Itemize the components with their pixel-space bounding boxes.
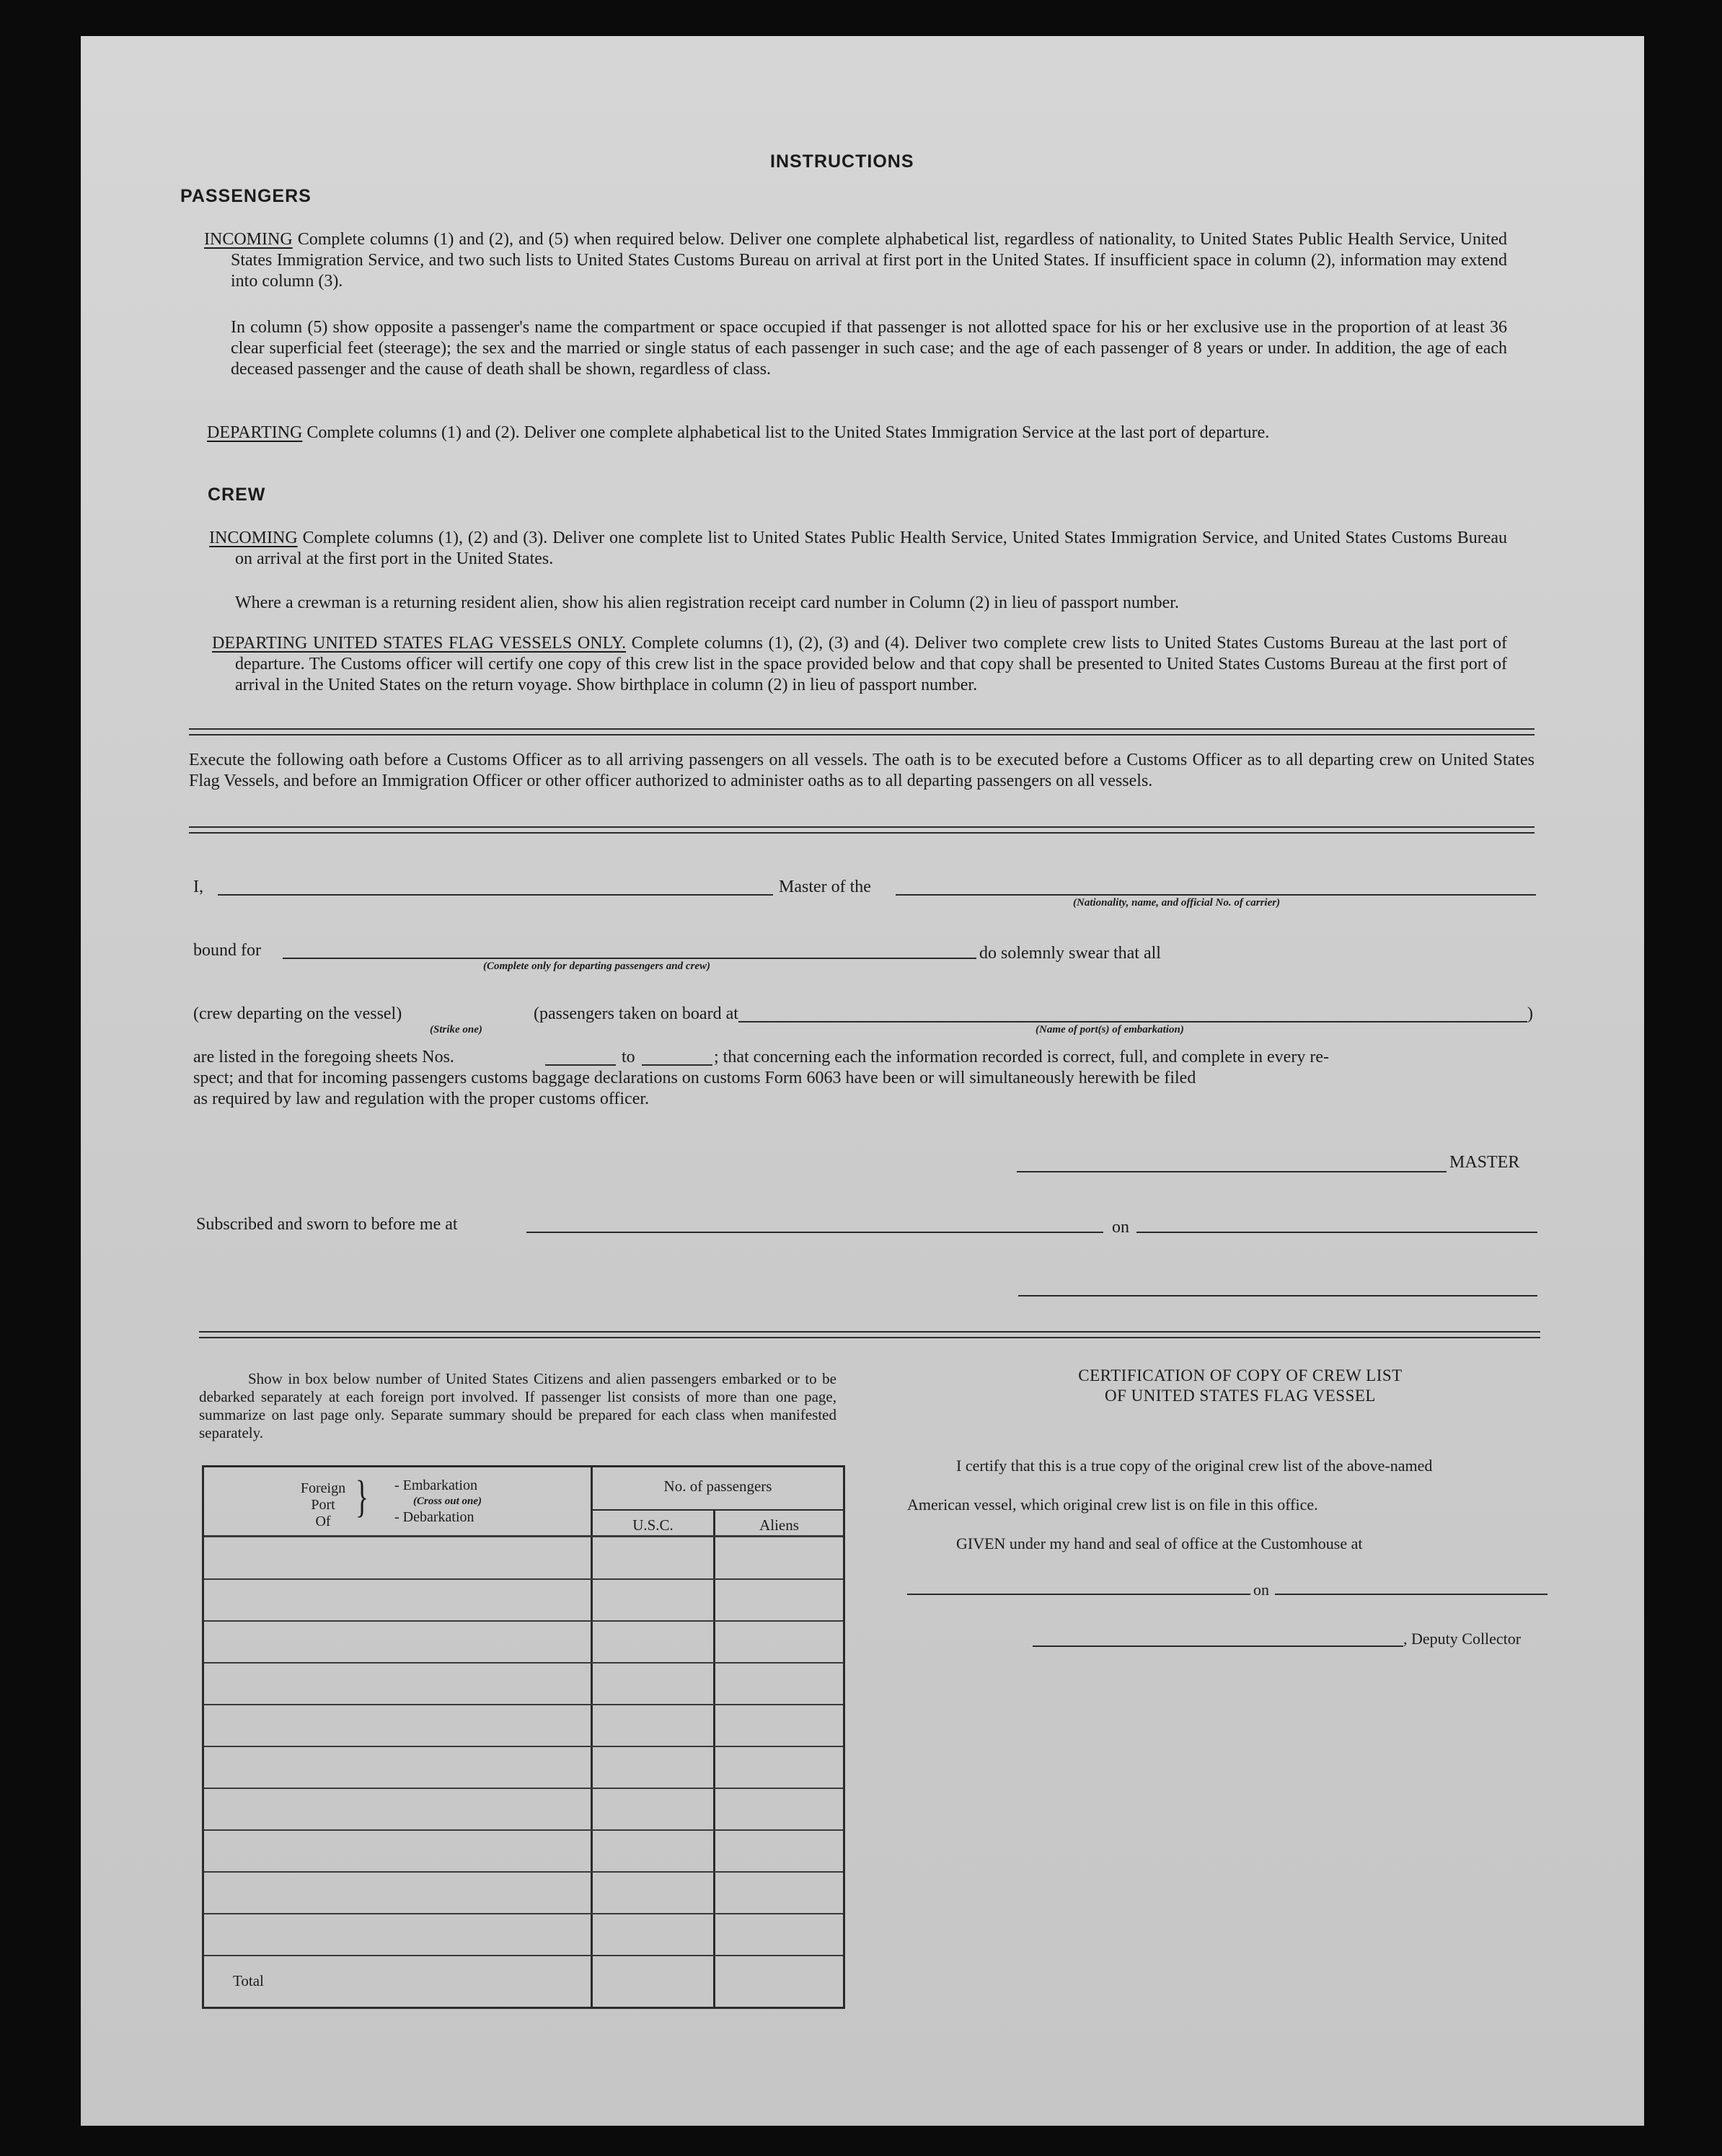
officer-signature-field[interactable] — [1018, 1295, 1537, 1296]
passenger-summary-table — [202, 1465, 845, 2009]
oath-statement-line-1: ; that concerning each the information recorded is correct, full, and complete in every re- — [714, 1048, 1329, 1066]
table-row[interactable] — [204, 1578, 843, 1580]
foreign-label: Foreign — [300, 1480, 346, 1496]
crew-departing-paragraph — [212, 633, 1508, 696]
summary-instructions: Show in box below number of United States Citizens and alien passengers embarked or to be debarked separately at each foreign port involved. If passenger list consists of more than one page, summarize on last page only. Separate summary should be prepared for each class when manifested separately. — [199, 1370, 836, 1441]
table-row[interactable] — [204, 1788, 843, 1789]
brace: } — [355, 1472, 368, 1521]
debarkation-label: - Debarkation — [394, 1509, 474, 1525]
master-signature-field[interactable] — [1017, 1171, 1447, 1172]
section-divider — [189, 826, 1535, 834]
passengers-heading: PASSENGERS — [180, 186, 312, 206]
crew-departing-option: (crew departing on the vessel) — [193, 1004, 402, 1023]
table-row[interactable] — [204, 1829, 843, 1831]
certify-text-line-2: American vessel, which original crew list is on file in this office. — [907, 1495, 1318, 1514]
do-solemnly-label: do solemnly swear that all — [979, 944, 1161, 963]
table-row[interactable] — [204, 1662, 843, 1664]
usc-header: U.S.C. — [632, 1516, 674, 1534]
master-of-the-label: Master of the — [779, 878, 871, 896]
passengers-departing-paragraph — [207, 423, 1507, 443]
crew-incoming-label: INCOMING — [209, 529, 298, 547]
sheet-from-field[interactable] — [545, 1064, 616, 1066]
oath-statement-line-3: as required by law and regulation with the proper customs officer. — [193, 1090, 650, 1108]
listed-sheets-label: are listed in the foregoing sheets Nos. — [193, 1048, 454, 1066]
table-row[interactable] — [204, 1746, 843, 1747]
of-label: Of — [315, 1514, 331, 1529]
aliens-header: Aliens — [759, 1516, 799, 1534]
given-text: GIVEN under my hand and seal of office at the Customhouse at — [956, 1534, 1363, 1552]
certification-title-line-2: OF UNITED STATES FLAG VESSEL — [1105, 1387, 1376, 1405]
header-bottom-rule — [204, 1535, 843, 1537]
column-divider — [713, 1511, 715, 2007]
passengers-departing-text: Complete columns (1) and (2). Deliver one complete alphabetical list to the United States Immigration Service at the last port of departure. — [306, 423, 1270, 442]
cross-out-caption: (Cross out one) — [413, 1495, 482, 1507]
certify-text-line-1: I certify that this is a true copy of the original crew list of the above-named — [956, 1457, 1433, 1475]
table-row[interactable] — [204, 1620, 843, 1622]
bound-for-label: bound for — [193, 941, 261, 960]
table-row[interactable] — [204, 1871, 843, 1873]
sheet-to-field[interactable] — [642, 1064, 712, 1066]
nationality-caption: (Nationality, name, and official No. of carrier) — [1073, 897, 1281, 909]
certification-date-field[interactable] — [1275, 1594, 1547, 1595]
table-row[interactable] — [204, 1913, 843, 1914]
crew-departing-label: DEPARTING UNITED STATES FLAG VESSELS ONLY. — [212, 634, 627, 653]
oath-statement-line-2: spect; and that for incoming passengers customs baggage declarations on customs Form 6063 have been or will simultaneously herewith be filed — [193, 1069, 1196, 1087]
sworn-on-label: on — [1112, 1218, 1129, 1237]
certification-title — [937, 1366, 1543, 1406]
table-row[interactable] — [204, 1955, 843, 1956]
bound-for-field[interactable] — [283, 958, 976, 959]
embarkation-port-field[interactable] — [738, 1021, 1527, 1022]
oath-i-label: I, — [193, 878, 203, 896]
deputy-collector-label: , Deputy Collector — [1403, 1630, 1522, 1648]
embark-debark-options — [394, 1477, 482, 1525]
port-caption: (Name of port(s) of embarkation) — [1036, 1024, 1184, 1035]
passengers-taken-option: (passengers taken on board at — [534, 1004, 738, 1023]
customhouse-field[interactable] — [907, 1594, 1250, 1595]
deputy-signature-field[interactable] — [1033, 1645, 1403, 1647]
port-label: Port — [311, 1497, 335, 1513]
passengers-departing-label: DEPARTING — [207, 423, 303, 442]
strike-one-caption: (Strike one) — [430, 1024, 482, 1035]
page-title: INSTRUCTIONS — [770, 151, 914, 172]
master-name-field[interactable] — [218, 894, 773, 896]
sworn-location-field[interactable] — [526, 1232, 1103, 1233]
embarkation-label: - Embarkation — [394, 1477, 477, 1493]
sworn-date-field[interactable] — [1136, 1232, 1537, 1233]
crew-heading: CREW — [208, 485, 266, 505]
oath-intro: Execute the following oath before a Customs Officer as to all arriving passengers on all vessels. The oath is to be executed before a Customs Officer as to all departing crew on United States Flag Vessels, and before an Immigration Officer or other officer authorized to administer oaths as to all departing passengers on all vessels. — [189, 751, 1535, 790]
passengers-incoming-paragraph — [204, 229, 1507, 292]
crew-departing-text: Complete columns (1), (2), (3) and (4). Deliver two complete crew lists to United States Customs Bureau at the last port of departure. The Customs officer will certify one copy of this crew list in the space provided below and that copy shall be presented to United States Customs Bureau at the first port of arrival in the United States on the return voyage. Show birthplace in column (2) in lieu of passport number. — [235, 634, 1508, 694]
carrier-field[interactable] — [896, 894, 1536, 896]
certification-on-label: on — [1253, 1581, 1269, 1599]
crew-resident-paragraph: Where a crewman is a returning resident alien, show his alien registration receipt card number in Column (2) in lieu of passport number. — [235, 593, 1179, 612]
master-signature-label: MASTER — [1449, 1153, 1520, 1172]
no-of-passengers-header: No. of passengers — [663, 1477, 772, 1495]
certification-title-line-1: CERTIFICATION OF COPY OF CREW LIST — [1078, 1366, 1403, 1384]
subscribed-label: Subscribed and sworn to before me at — [196, 1215, 458, 1234]
crew-incoming-paragraph — [209, 528, 1508, 570]
header-divider — [593, 1509, 843, 1511]
section-divider — [189, 728, 1535, 735]
total-label: Total — [233, 1972, 264, 1989]
column-divider — [591, 1467, 593, 2007]
close-paren: ) — [1527, 1004, 1533, 1023]
sheet-to-label: to — [622, 1048, 635, 1066]
table-row[interactable] — [204, 1704, 843, 1705]
passengers-incoming-label: INCOMING — [204, 230, 293, 249]
section-divider — [199, 1331, 1540, 1338]
passengers-incoming-text: Complete columns (1) and (2), and (5) when required below. Deliver one complete alphabetical list, regardless of nationality, to United States Public Health Service, United States Immigration Service, and two such lists to United States Customs Bureau on arrival at first port in the United States. If insufficient space in column (2), information may extend into column (3). — [231, 230, 1507, 291]
foreign-port-of-header — [291, 1480, 356, 1530]
passengers-column5-paragraph: In column (5) show opposite a passenger's name the compartment or space occupied if that passenger is not allotted space for his or her exclusive use in the proportion of at least 36 clear superficial feet (steerage); the sex and the married or single status of each passenger in such case; and the age of each passenger of 8 years or under. In addition, the age of each deceased passenger and the cause of death shall be shown, regardless of class. — [231, 318, 1507, 379]
crew-incoming-text: Complete columns (1), (2) and (3). Deliver one complete list to United States Public Health Service, United States Immigration Service, and United States Customs Bureau on arrival at the first port in the United States. — [235, 529, 1508, 568]
complete-only-caption: (Complete only for departing passengers and crew) — [483, 960, 710, 972]
